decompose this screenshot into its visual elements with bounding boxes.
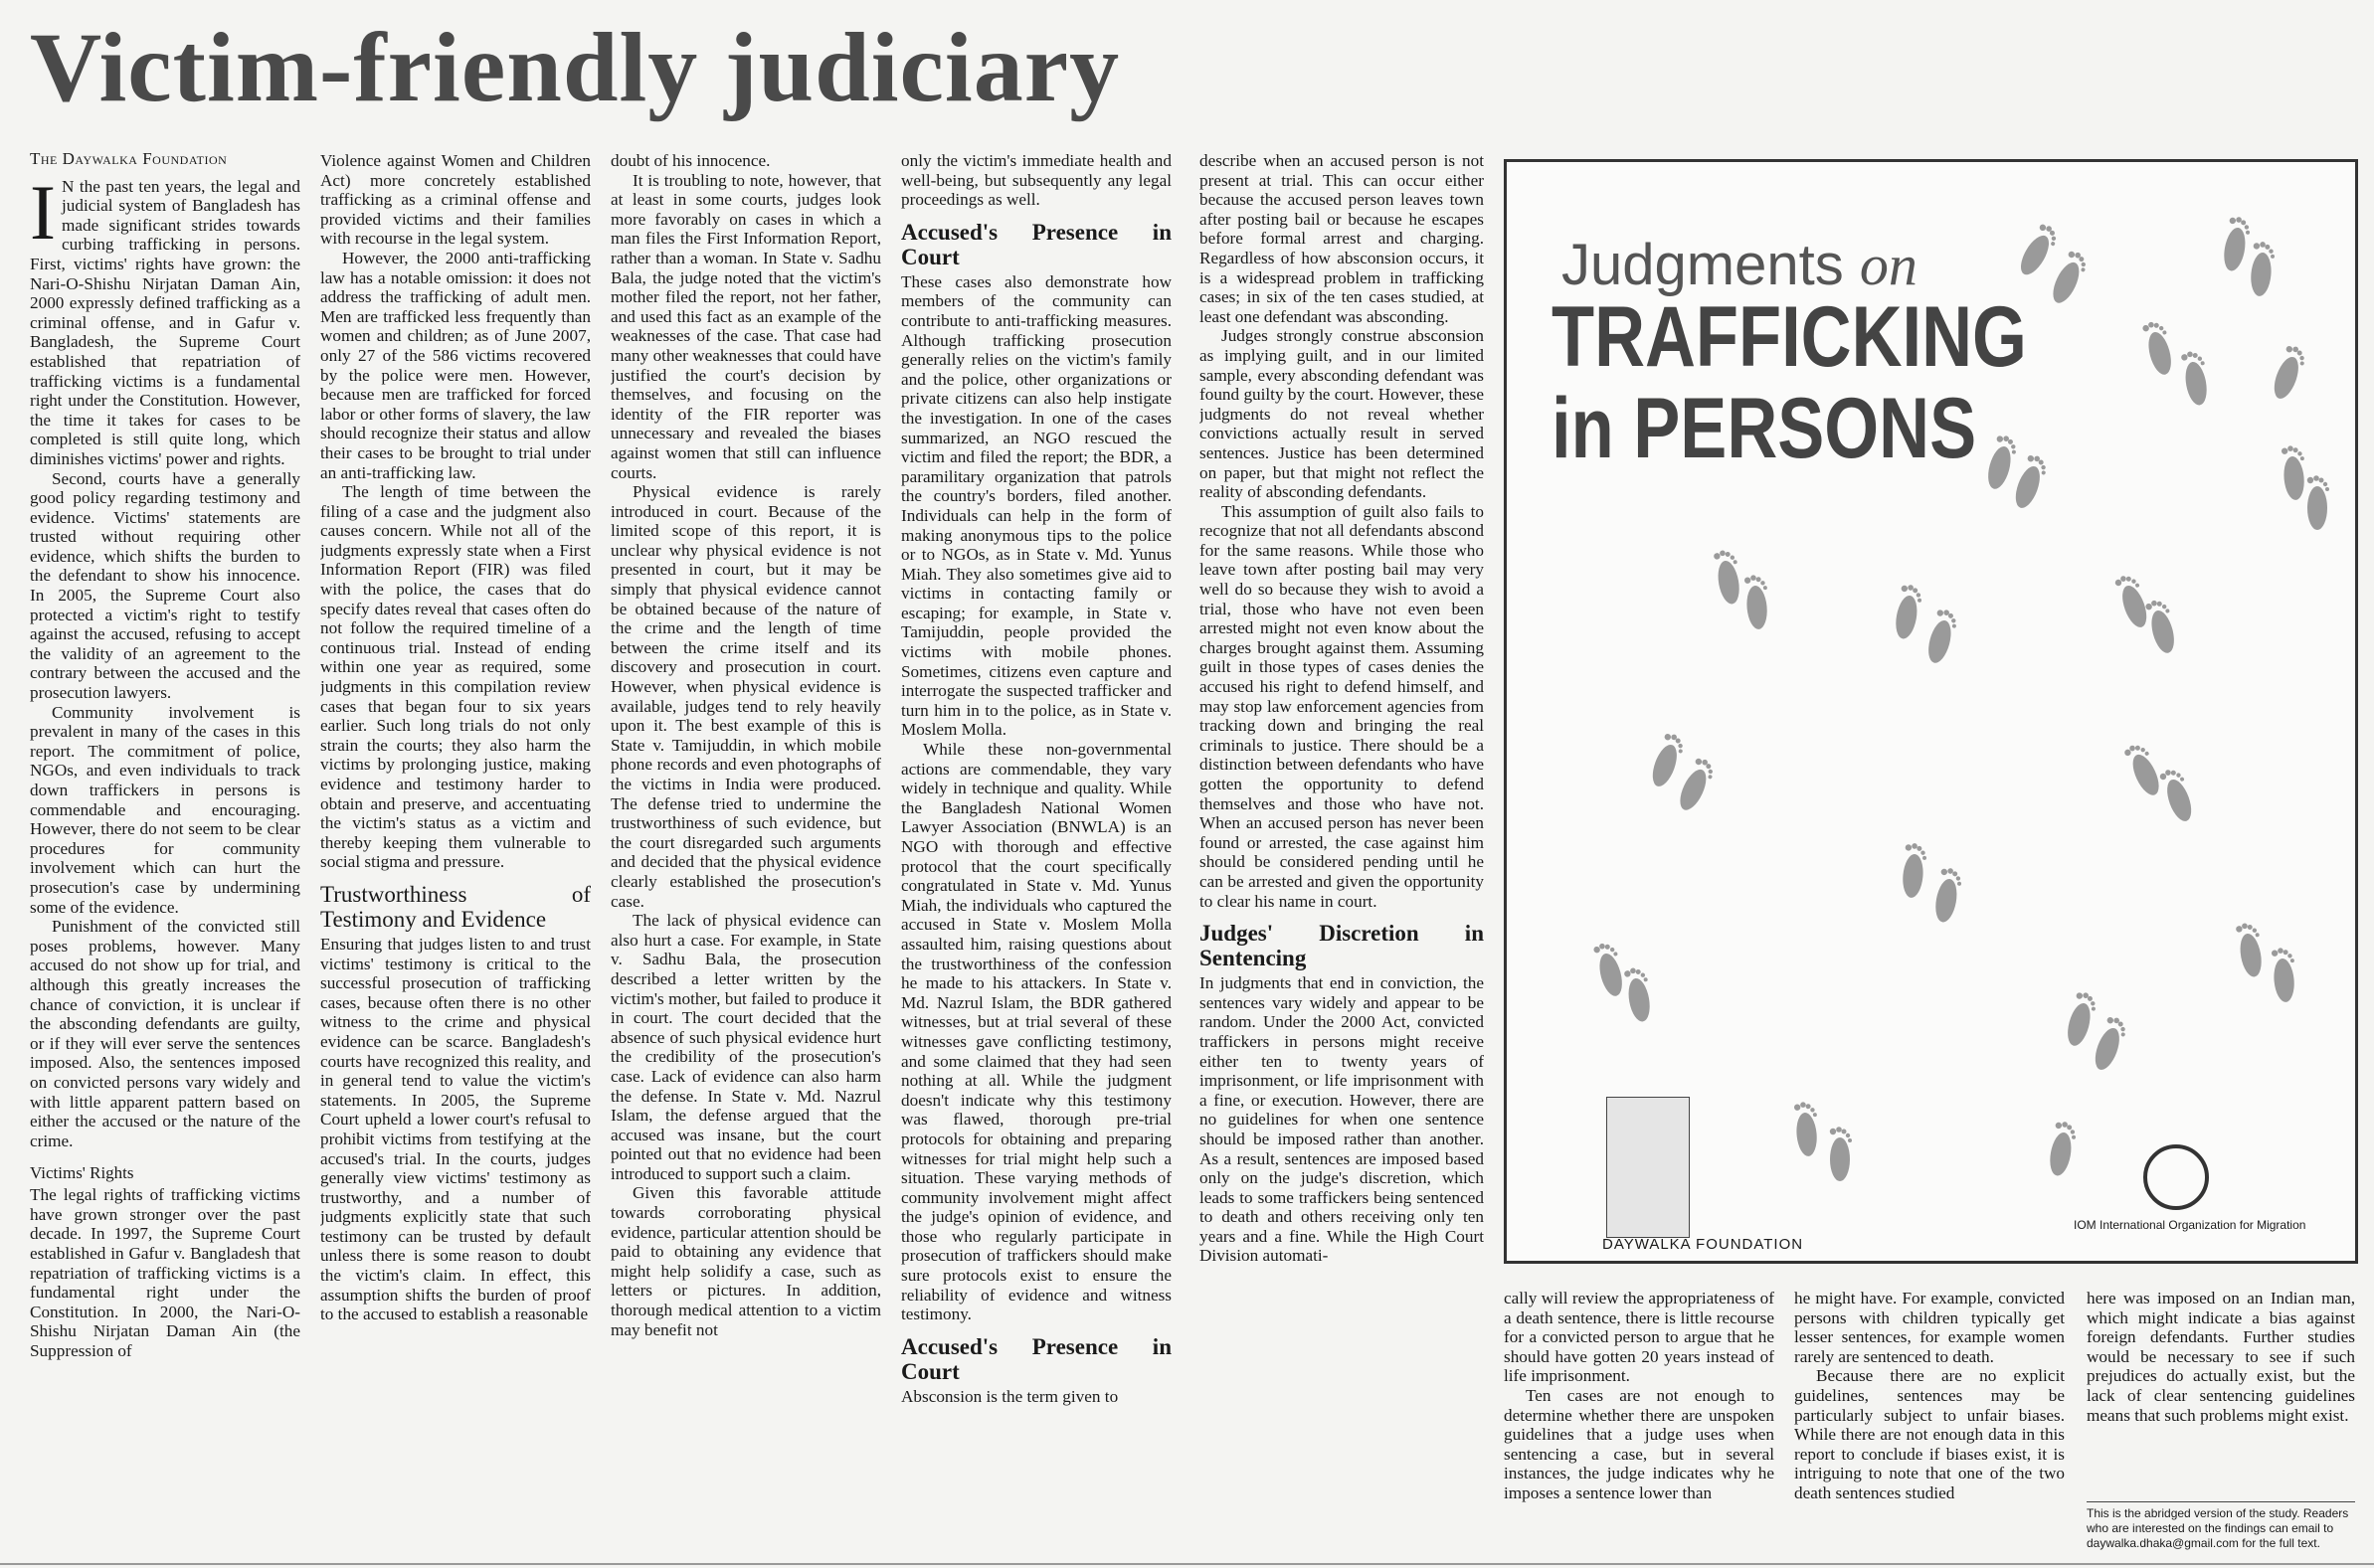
paragraph: Judges strongly construe absconsion as implying guilt, and in our limited sample, every absconding defendant was found guilty by the court. However, these judgments do not reveal whether convictions actually result in served sentences. Justice has been determined on paper, but that might not reflect the reality of absconding defendants. bbox=[1199, 326, 1484, 502]
paragraph: describe when an accused person is not present at trial. This can occur either because the accused person leaves town after posting bail or because he escapes before formal arrest and charging. Regardless of how absconsion occurs, it is a widespread problem in trafficking cases; in six of the ten cases studied, at least one defendant was absconding. bbox=[1199, 151, 1484, 326]
daywalka-logo-text: DAYWALKA FOUNDATION bbox=[1602, 1236, 1804, 1253]
section-heading: Accused's Presence in Court bbox=[901, 219, 1172, 269]
paragraph: Absconsion is the term given to bbox=[901, 1386, 1119, 1406]
paragraph: here was imposed on an Indian man, which might indicate a bias against foreign defendants. Further studies would be necessary to see if such prejudices do actually exist, but the lack of clear sentencing guidelines means that such problems might exist. bbox=[2087, 1289, 2355, 1425]
paragraph: Ten cases are not enough to determine whether there are unspoken guidelines that a judge uses when sentencing a case, but in several instances, the judge indicates why he imposes a sentence lower than bbox=[1504, 1385, 1774, 1502]
paragraph: Ensuring that judges listen to and trust victims' testimony is critical to the successful prosecution of trafficking cases, because often there is no other witness to the crime and physical evidence can be scarce. Bangladesh's courts have recognized this reality, and in general tend to value the victim's statements. In 2005, the Supreme Court upheld a lower court's refusal to prohibit victims from testifying at the accused's trial. In the courts, judges generally view victims' testimony as trustworthy, and a number of judgments explicitly state that such testimony can be trusted by default unless there is some reason to doubt the victim's claim. In effect, this assumption shifts the burden of proof to the accused to establish a reasonable bbox=[320, 934, 591, 1324]
column-7 bbox=[1794, 1289, 2065, 1561]
paragraph: The lack of physical evidence can also hurt a case. For example, in State v. Sadhu Bala, the prosecution described a letter written by the victim's mother, but failed to produce it in court. The court decided that the absence of such physical evidence hurt the credibility of the prosecution's case. Lack of evidence can also harm the defense. In State v. Md. Nazrul Islam, the defense argued that the accused was insane, but the court pointed out that no evidence had been introduced to support such a claim. bbox=[611, 911, 881, 1183]
paragraph: However, the 2000 anti-trafficking law has a notable omission: it does not address the trafficking of adult men. Men are trafficked less frequently than women and children; as of June 2007, only 27 of the 586 victims recovered by the police were men. However, because men are trafficked for forced labor or other forms of slavery, the law should recognize their status and allow their cases to be brought to trial under an anti-trafficking law. bbox=[320, 248, 591, 482]
section-heading: Trustworthiness of Testimony and Evidence bbox=[320, 881, 591, 932]
paragraph: doubt of his innocence. bbox=[611, 151, 771, 170]
footer-note: This is the abridged version of the study. Readers who are interested on the findings can email to daywalka.dhaka@gmail.com for the full text. bbox=[2087, 1501, 2355, 1551]
paragraph: Punishment of the convicted still poses problems, however. Many accused do not show up for trial, and although this greatly increases the chance of conviction, it is unclear if the absconding defendants are guilty, or if they will ever serve the sentences imposed. Also, the sentences imposed on convicted persons vary widely and with little apparent pattern based on either the accused or the nature of the crime. bbox=[30, 917, 300, 1150]
paragraph: The length of time between the filing of a case and the judgment also causes concern. While not all of the judgments expressly state when a First Information Report (FIR) was filed with the police, the cases that do specify dates reveal that cases often do not follow the required timeline of a continuous trial. Instead of ending within one year as required, some judgments in this compilation review cases that began four to six years earlier. Such long trials do not only strain the courts; they also harm the victims by prolonging justice, making evidence and testimony harder to obtain and preserve, and accentuating the victim's status as a victim and thereby keeping them vulnerable to social stigma and pressure. bbox=[320, 482, 591, 872]
section-heading: Victims' Rights bbox=[30, 1163, 134, 1183]
paragraph: In judgments that end in conviction, the sentences vary widely and appear to be random. Under the 2000 Act, convicted traffickers in persons might receive either ten to twenty years of imprisonment, or life imprisonment with a fine, or execution. However, there are no guidelines for when one sentence should be imposed rather than another. As a result, sentences are imposed based only on the judge's discretion, which leads to some traffickers being sentenced to death and others receiving only ten years and a fine. While the High Court Division automati- bbox=[1199, 973, 1484, 1266]
paragraph: only the victim's immediate health and well-being, but subsequently any legal proceedings as well. bbox=[901, 151, 1172, 210]
iom-logo-icon bbox=[2143, 1144, 2209, 1210]
paragraph: cally will review the appropriateness of a death sentence, there is little recourse for a convicted person to argue that he should have gotten 20 years instead of life imprisonment. bbox=[1504, 1289, 1774, 1386]
bottom-rule bbox=[0, 1563, 2374, 1565]
headline: Victim-friendly judiciary bbox=[30, 12, 1121, 122]
paragraph: Because there are no explicit guidelines, sentences may be particularly subject to unfair biases. While there are not enough data in this report to conclude if biases exist, it is intriguing to note that one of the two death sentences studied bbox=[1794, 1366, 2065, 1502]
paragraph: It is troubling to note, however, that at least in some courts, judges look more favorably on cases in which a man files the First Information Report, rather than a woman. In State v. Sadhu Bala, the judge noted that the victim's mother filed the report, not her father, and used this fact as an example of the weaknesses of the case. That case had many other weaknesses that could have justified the court's decision by themselves, and focusing on the identity of the FIR reporter was unnecessary and revealed the biases against women that still can influence courts. bbox=[611, 170, 881, 482]
byline: The Daywalka Foundation bbox=[30, 149, 228, 168]
paragraph: Second, courts have a generally good policy regarding testimony and evidence. Victims' statements are trusted without requiring other evidence, which shifts the burden to the defendant to show his innocence. In 2005, the Supreme Court also protected a victim's right to testify against the accused, refusing to accept the validity of an agreement to the contrary between the accused and the prosecution lawyers. bbox=[30, 468, 300, 703]
section-heading: Judges' Discretion in Sentencing bbox=[1199, 921, 1484, 971]
column-3 bbox=[611, 151, 881, 1561]
column-4 bbox=[901, 151, 1172, 1561]
column-6 bbox=[1504, 1289, 1774, 1561]
paragraph: he might have. For example, convicted persons with children typically get lesser sentences, for example women rarely are sentenced to death. bbox=[1794, 1289, 2065, 1366]
paragraph: Physical evidence is rarely introduced in court. Because of the limited scope of this report, it is unclear why physical evidence is not presented in court, but it may be simply that physical evidence cannot be obtained because of the nature of the crime and the length of time between the crime itself and its discovery and prosecution in court. However, when physical evidence is available, judges tend to rely heavily upon it. The best example of this is State v. Tamijuddin, in which mobile phone records and even photographs of the victims in India were produced. The defense tried to undermine the trustworthiness of such evidence, but the court disregarded such arguments and decided that the physical evidence clearly established the prosecution's case. bbox=[611, 482, 881, 911]
paragraph: Given this favorable attitude towards corroborating physical evidence, particular attention should be paid to obtaining any evidence that might help solidify a case, such as letters or pictures. In addition, thorough medical attention to a victim may benefit not bbox=[611, 1183, 881, 1339]
drop-cap: I bbox=[30, 168, 56, 256]
daywalka-logo bbox=[1606, 1097, 1690, 1238]
paragraph: Community involvement is prevalent in many of the cases in this report. The commitment of police, NGOs, and even individuals to track down traffickers in persons is commendable and encouraging. However, there do not seem to be clear procedures for community involvement which can hurt the prosecution's case by undermining some of the evidence. bbox=[30, 702, 300, 917]
paragraph: While these non-governmental actions are commendable, they vary widely in technique and quality. While the Bangladesh National Women Lawyer Association (BNWLA) is an NGO with thorough and effective protocol that the court specifically congratulated in State v. Md. Yunus Miah, the individuals who captured the accused in State v. Moslem Molla assaulted him, raising questions about the trustworthiness of the confession he made to his attackers. In State v. Md. Nazrul Islam, the BDR gathered witnesses, but at trial several of these witnesses gave conflicting testimony, and some claimed that they had seen nothing at all. While the judgment doesn't indicate why this testimony was flawed, thorough pre-trial protocols for obtaining and preparing witnesses for trial might help such a situation. These varying methods of community involvement might affect the judge's opinion of evidence, and those who regularly participate in prosecution of traffickers should make sure protocols exist to ensure the reliability of evidence and witness testimony. bbox=[901, 740, 1172, 1324]
column-1 bbox=[30, 149, 300, 1561]
inset-title-line2: TRAFFICKING in PERSONS bbox=[1552, 289, 2027, 476]
paragraph: I N the past ten years, the legal and judicial system of Bangladesh has made significant strides towards curbing trafficking in persons. First, victims' rights have grown: the Nari-O-Shishu Nirjatan Daman Ain, 2000 expressly defined trafficking as a criminal offense, and in Gafur v. Bangladesh, the Supreme Court established that repatriation of trafficking victims is a fundamental right under the Constitution. However, the time it takes for cases to be completed is still quite long, which diminishes victims' power and rights. bbox=[30, 168, 300, 468]
section-heading: Accused's Presence in Court bbox=[901, 1333, 1172, 1384]
inset-title-line1: Judgments on bbox=[1561, 233, 1917, 297]
paragraph: Violence against Women and Children Act) more concretely established trafficking as a criminal offense and provided victims and their families with recourse in the legal system. bbox=[320, 151, 591, 249]
column-8 bbox=[2087, 1289, 2355, 1492]
iom-caption: IOM International Organization for Migration bbox=[2074, 1218, 2306, 1232]
paragraph: The legal rights of trafficking victims have grown stronger over the past decade. In 1997, the Supreme Court established in Gafur v. Bangladesh that repatriation of trafficking victims is a fundamental right under the Constitution. In 2000, the Nari-O-Shishu Nirjatan Daman Ain (the Suppression of bbox=[30, 1185, 300, 1361]
column-5 bbox=[1199, 151, 1484, 1561]
column-2 bbox=[320, 151, 591, 1561]
paragraph: This assumption of guilt also fails to recognize that not all defendants abscond for the same reasons. While those who leave town after posting bail may very well do so because they wish to avoid a trial, those who have not even been arrested might not even know about the charges brought against them. Assuming guilt in those types of cases denies the accused his right to defend himself, and may stop law enforcement agencies from tracking down and bringing the real criminals to justice. There should be a distinction between defendants who have gotten the opportunity to defend themselves and those who have not. When an accused person has never been found or arrested, the case against him should be considered pending until he can be arrested and given the opportunity to clear his name in court. bbox=[1199, 501, 1484, 911]
paragraph: These cases also demonstrate how members of the community can contribute to anti-trafficking measures. Although trafficking prosecution generally relies on the victim's family and the police, other organizations or private citizens can also help instigate the investigation. In one of the cases summarized, an NGO rescued the victim and filed the report; the BDR, a paramilitary organization that patrols the country's borders, filed another. Individuals can help in the form of making anonymous tips to the police or to NGOs, as in State v. Md. Yunus Miah. They also sometimes give aid to victims in contacting family or escaping; for example, in State v. Tamijuddin, people provided the victims with mobile phones. Sometimes, citizens even capture and interrogate the suspected trafficker and turn him in to the police, as in State v. Moslem Molla. bbox=[901, 271, 1172, 740]
inset-illustration bbox=[1504, 159, 2358, 1264]
